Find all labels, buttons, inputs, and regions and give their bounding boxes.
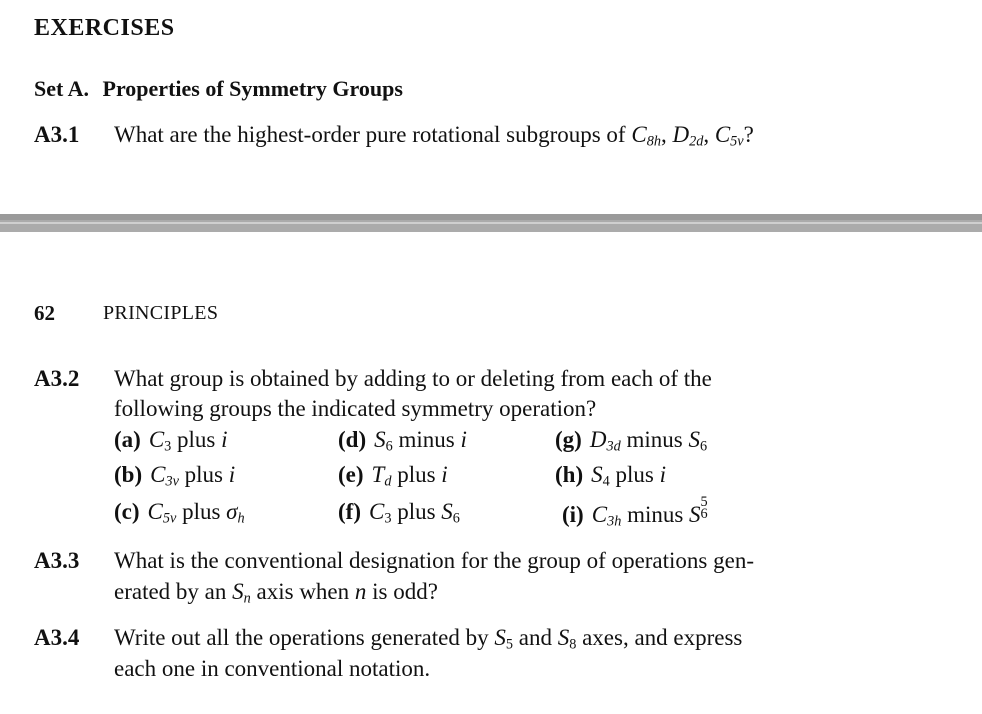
set-title: Properties of Symmetry Groups: [102, 76, 403, 101]
question-a32-line1: What group is obtained by adding to or deleting from each of the: [114, 366, 712, 391]
set-heading: [34, 76, 403, 102]
option-label: (f): [338, 499, 361, 524]
question-a34-line2: each one in conventional notation.: [114, 656, 431, 681]
option-a: (a) $C_3$ plus i: [114, 427, 228, 455]
option-label: (c): [114, 499, 140, 524]
set-label: Set A.: [34, 76, 89, 101]
group-c8h: $C_{8h}$: [631, 122, 661, 150]
option-g: (g) $D_{3d}$ minus $S_6$: [555, 427, 708, 455]
page-number: 62: [34, 301, 55, 325]
option-d: (d) $S_6$ minus i: [338, 427, 467, 455]
page-divider: [0, 214, 982, 232]
option-label: (h): [555, 462, 584, 487]
question-number-a31: A3.1: [34, 122, 80, 147]
option-f: (f) $C_3$ plus $S_6$: [338, 499, 460, 527]
option-b: (b) $C_{3v}$ plus i: [114, 462, 236, 490]
option-label: (i): [562, 502, 584, 527]
running-head: PRINCIPLES: [103, 302, 219, 324]
question-a34-line1: Write out all the operations generated by $S_5$ and $S_8$ axes, and express: [114, 625, 743, 653]
option-label: (d): [338, 427, 367, 452]
group-c5v: $C_{5v}$: [714, 122, 744, 150]
question-a33-line1: What is the conventional designation for the group of operations gen-: [114, 548, 754, 573]
exercises-heading: EXERCISES: [34, 15, 175, 41]
option-label: (e): [338, 462, 364, 487]
question-text-a31: [114, 122, 754, 148]
divider-top-line: [0, 214, 982, 220]
question-a32-line2: following groups the indicated symmetry operation?: [114, 396, 597, 421]
divider-mid-line: [0, 222, 982, 224]
question-number-a34: A3.4: [34, 625, 80, 650]
question-mark: ?: [743, 122, 754, 147]
option-c: (c) $C_{5v}$ plus $\sigma_h$: [114, 499, 245, 527]
option-i: (i) $C_{3h}$ minus S 5 6: [562, 494, 708, 530]
comma: ,: [703, 122, 710, 147]
question-a31-body: What are the highest-order pure rotational subgroups of: [114, 122, 626, 147]
option-label: (g): [555, 427, 582, 452]
group-d2d: $D_{2d}$: [672, 122, 704, 150]
question-number-a32: A3.2: [34, 366, 80, 391]
option-h: (h) $S_4$ plus i: [555, 462, 666, 490]
option-e: (e) $T_d$ plus i: [338, 462, 448, 490]
question-number-a33: A3.3: [34, 548, 80, 573]
option-label: (b): [114, 462, 143, 487]
option-label: (a): [114, 427, 141, 452]
comma: ,: [660, 122, 667, 147]
question-a33-line2: erated by an $S_n$ axis when n is odd?: [114, 579, 438, 607]
